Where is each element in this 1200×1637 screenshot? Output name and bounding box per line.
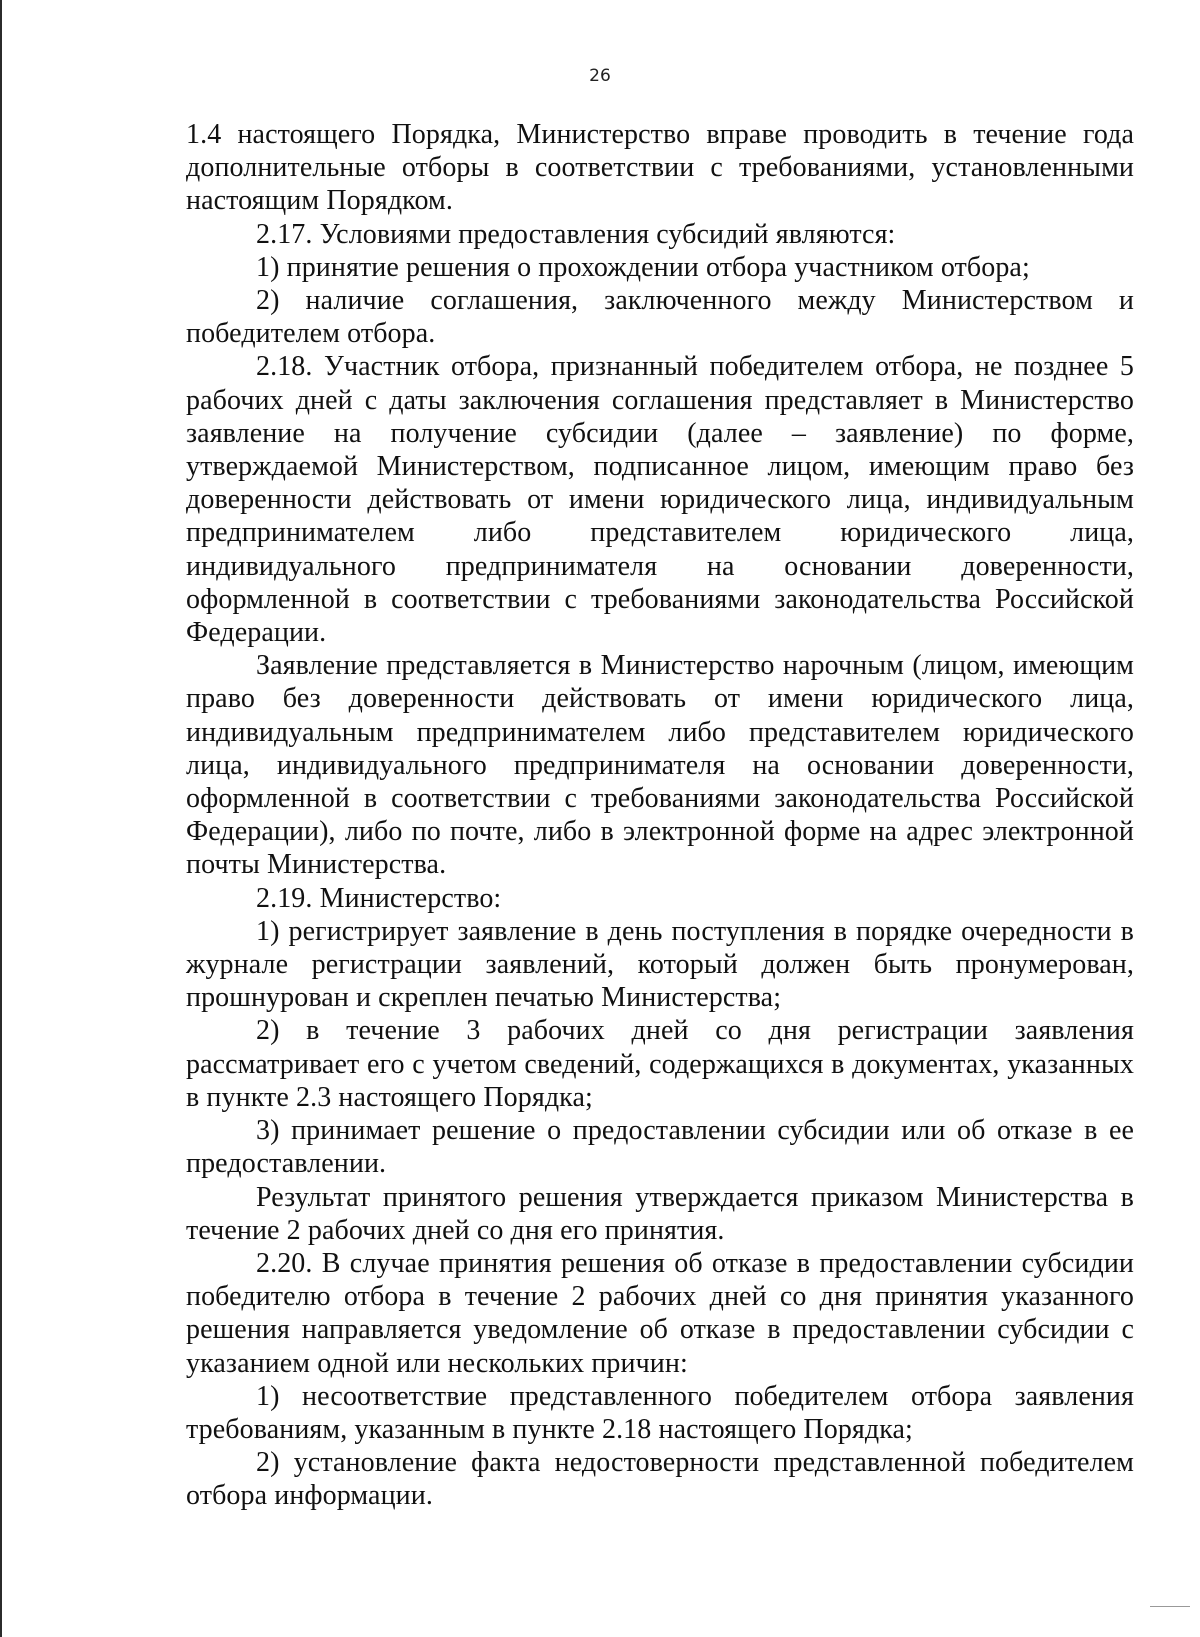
paragraph-2-19-item-3: 3) принимает решение о предоставлении субсидии или об отказе в ее предоставлении.	[186, 1115, 1134, 1180]
scan-edge	[0, 0, 2, 1637]
scan-artifact	[1150, 1606, 1190, 1607]
paragraph-1: 1.4 настоящего Порядка, Министерство вправе проводить в течение года дополнительные отборы в соответствии с требованиями, установленными настоящим Порядком.	[186, 119, 1134, 217]
paragraph-2-20-item-1: 1) несоответствие представленного победителем отбора заявления требованиям, указанным в пункте 2.18 настоящего Порядка;	[186, 1380, 1134, 1445]
paragraph-2-19: 2.19. Министерство:	[256, 882, 502, 914]
paragraph-2-17: 2.17. Условиями предоставления субсидий являются:	[256, 218, 896, 250]
paragraph-2-19-item-1: 1) регистрирует заявление в день поступления в порядке очередности в журнале регистрации заявлений, который должен быть пронумерован, прошнурован и скреплен печатью Министерства;	[186, 915, 1134, 1014]
paragraph-2-20-item-2: 2) установление факта недостоверности представленной победителем отбора информации.	[186, 1447, 1134, 1512]
paragraph-2-18: 2.18. Участник отбора, признанный победителем отбора, не позднее 5 рабочих дней с даты заключения соглашения представляет в Министерство заявление на получение субсидии (далее – заявление) по форме, утверждаемой Министерством, подписанное лицом, имеющим право без доверенности действовать от имени юридического лица, индивидуальным предпринимателем либо представителем юридического лица, индивидуального предпринимателя на основании доверенности, оформленной в соответствии с требованиями законодательства Российской Федерации.	[186, 351, 1134, 649]
paragraph-2-17-item-1: 1) принятие решения о прохождении отбора участником отбора;	[256, 251, 1030, 283]
paragraph-application-delivery: Заявление представляется в Министерство нарочным (лицом, имеющим право без доверенности действовать от имени юридического лица, индивидуальным предпринимателем либо представителем юридического лица, индивидуального предпринимателя на основании доверенности, оформленной в соответствии с требованиями законодательства Российской Федерации), либо по почте, либо в электронной форме на адрес электронной почты Министерства.	[186, 650, 1134, 881]
paragraph-2-17-item-2: 2) наличие соглашения, заключенного между Министерством и победителем отбора.	[186, 285, 1134, 350]
paragraph-2-19-item-2: 2) в течение 3 рабочих дней со дня регистрации заявления рассматривает его с учетом сведений, содержащихся в документах, указанных в пункте 2.3 настоящего Порядка;	[186, 1015, 1134, 1113]
page-number: 26	[589, 66, 611, 86]
paragraph-2-20: 2.20. В случае принятия решения об отказе в предоставлении субсидии победителю отбора в течение 2 рабочих дней со дня принятия указанного решения направляется уведомление об отказе в предоставлении субсидии с указанием одной или нескольких причин:	[186, 1247, 1134, 1379]
paragraph-decision-result: Результат принятого решения утверждается приказом Министерства в течение 2 рабочих дней со дня его принятия.	[186, 1181, 1134, 1246]
document-body	[186, 118, 1134, 1513]
